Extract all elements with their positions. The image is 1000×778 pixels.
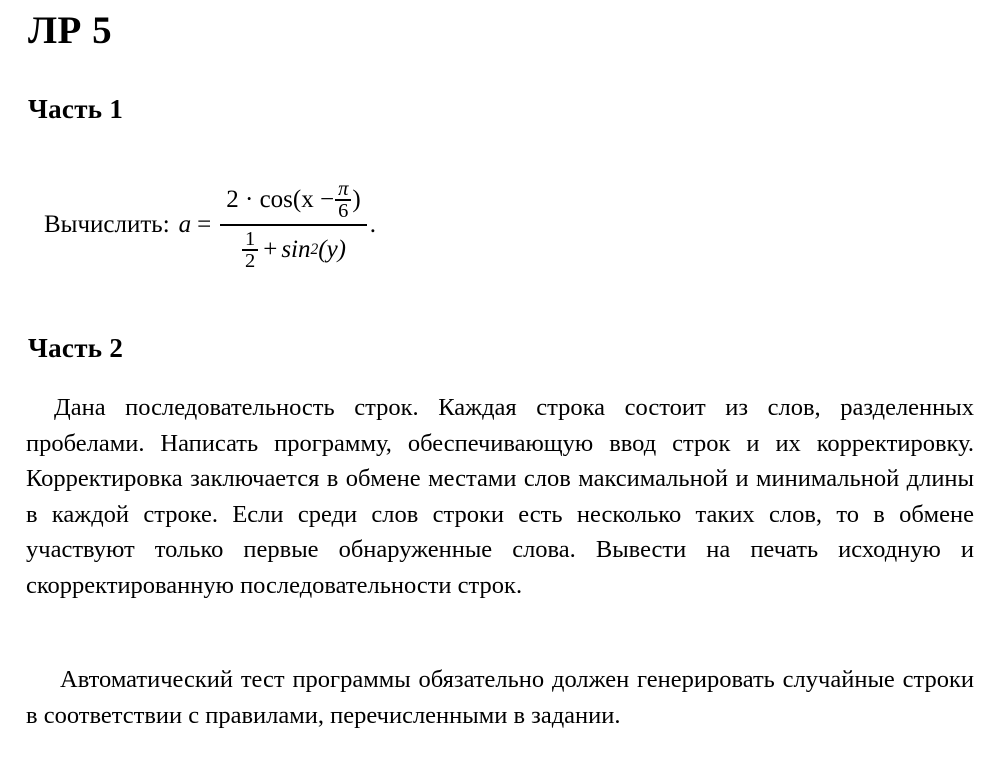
- formula-numerator: [220, 176, 366, 224]
- formula-one-half: [242, 229, 258, 271]
- paragraph-task-description: Дана последовательность строк. Каждая строка состоит из слов, разделенных пробелами. Написать программу, обеспечивающую ввод строк и их корректировку. Корректировка заключается в обмене местами слов максимальной и минимальной длины в каждой строке. Если среди слов строки есть несколько таких слов, то в обмене участвуют только первые обнаруженные слова. Вывести на печать исходную и скорректированную последовательности строк.: [26, 394, 974, 599]
- formula-half-numerator: 1: [244, 227, 256, 250]
- formula-main-fraction: [220, 176, 366, 274]
- paragraph-test-requirement: Автоматический тест программы обязательно должен генерировать случайные строки в соответствии с правилами, перечисленными в задании.: [26, 666, 974, 729]
- formula-denominator: [235, 226, 352, 274]
- formula-pi-numerator: π: [338, 177, 349, 200]
- formula-sin-term: sin: [281, 235, 311, 263]
- formula-pi-over-six: [335, 179, 351, 221]
- formula-numerator-suffix: ): [352, 185, 361, 213]
- formula-half-denominator: 2: [244, 249, 256, 272]
- formula-sin-power: 2: [310, 240, 319, 258]
- formula-label: Вычислить:: [44, 211, 170, 238]
- formula-equals-sign: =: [197, 211, 212, 238]
- formula-expression: [44, 160, 604, 290]
- section-heading-part-2: Часть 2: [28, 333, 124, 363]
- formula-variable: a: [178, 211, 192, 238]
- formula-sin-argument: (y): [318, 235, 346, 263]
- formula-plus-sign: +: [263, 235, 278, 263]
- page-title: ЛР 5: [28, 9, 113, 52]
- formula-pi-denominator: 6: [338, 199, 349, 222]
- section-heading-part-1: Часть 1: [28, 94, 124, 124]
- formula-trailing-period: .: [369, 211, 376, 238]
- formula-numerator-prefix: 2 · cos(x −: [226, 185, 335, 213]
